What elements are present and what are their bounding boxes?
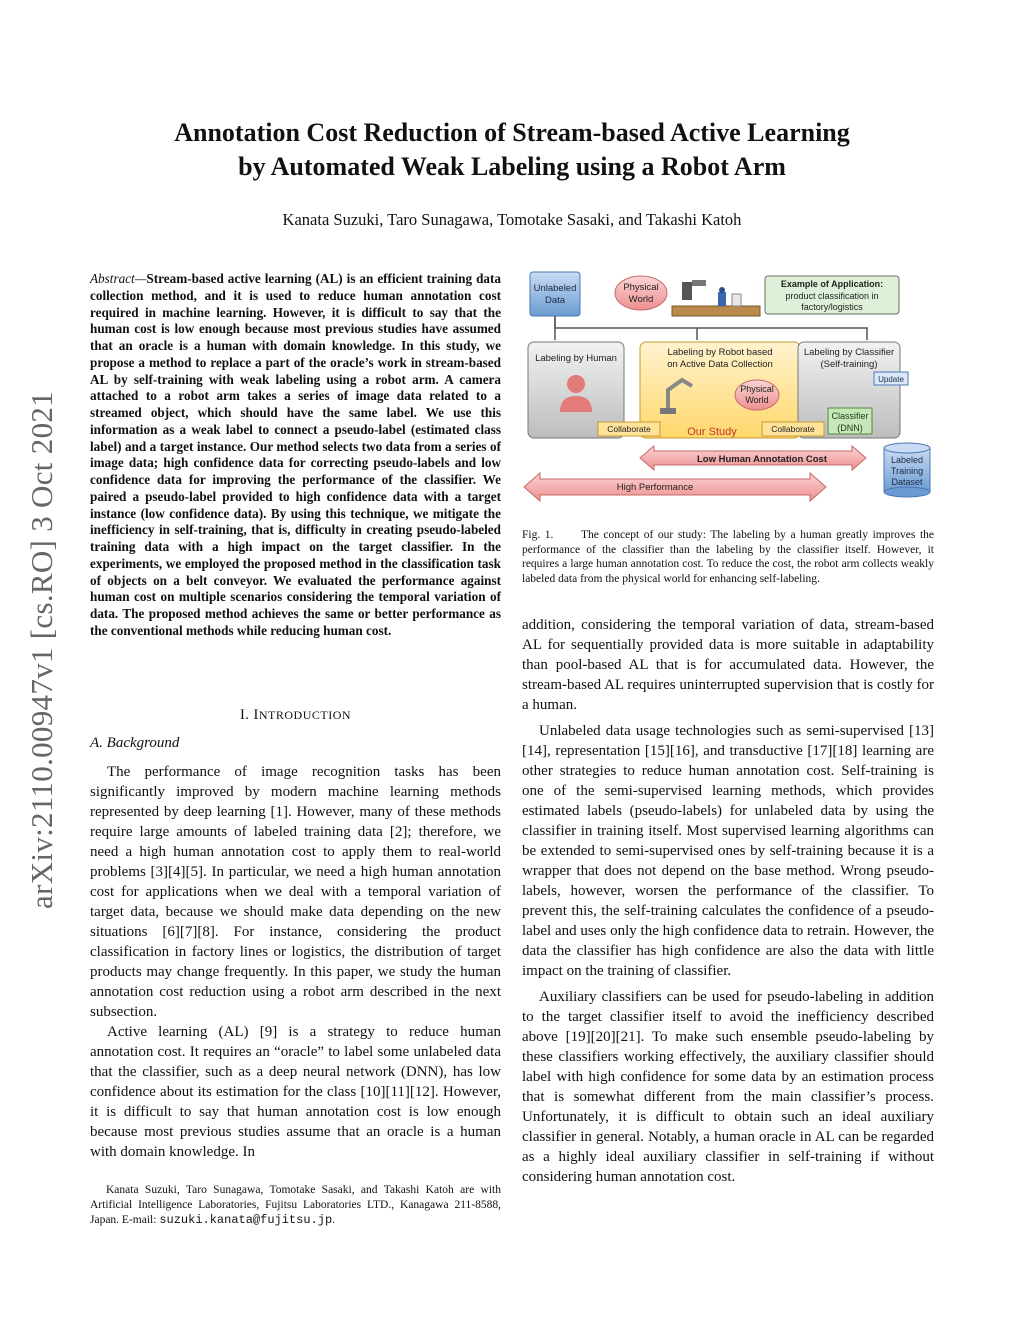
concept-figure bbox=[522, 268, 934, 514]
paper-title bbox=[100, 116, 924, 184]
section-title-rest: NTRODUCTION bbox=[258, 708, 352, 722]
paragraph: addition, considering the temporal variation of data, stream-based AL for sequentially provided data is more suitable in adaptability than pool-based AL that is for accumulated data. However, the stream-based AL requires uninterrupted supervision that is costly for a human. bbox=[522, 617, 934, 713]
footnote-period: . bbox=[332, 1214, 336, 1226]
title-line-1: Annotation Cost Reduction of Stream-based Active Learning bbox=[174, 118, 850, 147]
example-application-box bbox=[765, 276, 899, 314]
update-label: Update bbox=[878, 375, 904, 384]
arxiv-stamp bbox=[22, 365, 62, 935]
labeling-robot-label-2: on Active Data Collection bbox=[667, 359, 773, 370]
paragraph: Auxiliary classifiers can be used for pseudo-labeling in addition to the target classifier itself to avoid the inefficiency described above [19][20][21]. To make such ensemble pseudo-labeling by these classifiers working effectively, the auxiliary classifier should label with high confidence for some data by an estimation process that is somewhat different from the main classifier’s process. Unfortunately, it is difficult to obtain such an ideal auxiliary classifier in general. Notably, a human oracle in AL can be regarded as a highly ideal auxiliary classifier in self-training if without considering human annotation cost. bbox=[522, 989, 934, 1185]
labeling-classifier-label-2: (Self-training) bbox=[820, 359, 878, 370]
physical-world-cloud bbox=[615, 276, 667, 310]
section-number: I. bbox=[239, 707, 250, 723]
section-first-letter: I bbox=[253, 707, 259, 723]
dataset-label-3: Dataset bbox=[891, 477, 923, 487]
footnote-text: Kanata Suzuki, Taro Sunagawa, Tomotake Sasaki, and Takashi Katoh are with Artificial Intelligence Laboratories, Fujitsu Laboratories LTD., Kanagawa 211-8588, Japan. E-mail: bbox=[90, 1184, 501, 1226]
robot-conveyor-illustration bbox=[672, 280, 760, 316]
left-column-body bbox=[90, 762, 501, 1162]
labeling-classifier-label-1: Labeling by Classifier bbox=[803, 347, 895, 358]
labeling-robot-label-1: Labeling by Robot based bbox=[667, 347, 773, 358]
subsection-heading: A. Background bbox=[90, 735, 180, 751]
caption-text: The concept of our study: The labeling by a human greatly improves the performance of the classifier than the labeling by the classifier itself. However, it requires a large human annotation cost. To reduce the cost, the robot arm collects weakly labeled data from the physical world for enhancing self-labeling. bbox=[522, 529, 935, 585]
human-icon bbox=[567, 375, 585, 393]
physical-world-label-1: Physical bbox=[623, 282, 659, 293]
labeling-human-label: Labeling by Human bbox=[535, 353, 617, 364]
classifier-label-2: (DNN) bbox=[837, 423, 863, 433]
data-flow-line bbox=[555, 316, 867, 340]
abstract bbox=[90, 271, 501, 640]
paragraph: Unlabeled data usage technologies such as semi-supervised [13][14], representation [15][16], and transductive [17][18] learning are other strategies to reduce human annotation cost. Self-training is one of the semi-supervised learning methods, which provides estimated labels (pseudo-labels) for unlabeled data by using the classifier in training itself. Most supervised learning algorithms can be extended to semi-supervised ones by self-training because it is a wrapper that does not depend on the base method. Wrong pseudo-labels, however, worsen the performance of the classifier. To prevent this, the self-training calculates the confidence of a pseudo-label and uses only the high confidence data to retrain. However, the data the classifier has high confidence are also the data with little impact on the training of classifier. bbox=[522, 723, 934, 979]
labeled-dataset-cylinder bbox=[884, 443, 930, 497]
physical-world-label-2: World bbox=[628, 294, 654, 305]
inner-physical-world-label-1: Physical bbox=[740, 384, 774, 394]
caption-label: Fig. 1. bbox=[522, 529, 554, 541]
unlabeled-data-label-2: Data bbox=[544, 295, 566, 306]
low-cost-label: Low Human Annotation Cost bbox=[697, 454, 827, 465]
abstract-label: Abstract— bbox=[90, 271, 147, 286]
high-performance-arrow bbox=[524, 473, 826, 501]
example-line-1: product classification in bbox=[785, 291, 879, 301]
section-heading bbox=[90, 707, 501, 724]
dataset-label-2: Training bbox=[890, 466, 924, 476]
classifier-label-1: Classifier bbox=[831, 411, 869, 421]
example-title: Example of Application: bbox=[780, 279, 884, 289]
author-list: Kanata Suzuki, Taro Sunagawa, Tomotake Sasaki, and Takashi Katoh bbox=[282, 210, 742, 229]
example-line-2: factory/logistics bbox=[801, 302, 863, 312]
our-study-label: Our Study bbox=[687, 426, 737, 438]
low-cost-arrow bbox=[640, 446, 866, 470]
abstract-text: Stream-based active learning (AL) is an efficient training data collection method, and it is used to reduce human annotation cost required in machine learning. However, it is difficult to say that the human cost is low enough because most previous studies have assumed that an oracle is a human with domain knowledge. In this study, we propose a method to replace a part of the oracle’s work in stream-based AL by self-training with weak labeling using a robot arm. A camera attached to a robot arm takes a series of image data related to a streamed object, which should have the same label. We use this information as a weak label to connect a pseudo-label (estimated class label) and a target instance. Our method selects two data from a series of image data; high confidence data for correcting pseudo-labels and low confidence data for improving the performance of the classifier. We paired a pseudo-label provided to high confidence data with a target instance (low confidence data). By using this technique, we mitigate the inefficiency in self-training, that is, difficulty in creating pseudo-labeled training data with a high impact on the target classifier. In the experiments, we employed the proposed method in the classification task of objects on a belt conveyor. We evaluated the performance against human cost on multiple scenarios considering the temporal variation of data. The proposed method achieves the same or better performance as the conventional methods while reducing human cost. bbox=[90, 271, 501, 638]
unlabeled-data-label-1: Unlabeled bbox=[533, 283, 577, 294]
inner-physical-world-label-2: World bbox=[745, 395, 769, 405]
paragraph: The performance of image recognition tasks has been significantly improved by modern machine learning methods represented by deep learning [1]. However, many of these methods require large amounts of labeled training data [2]; therefore, we need a high human annotation cost to apply them to real-world problems [3][4][5]. In particular, we need a high human annotation cost for applications when we deal with a temporal variation of target data, because we should make data depending on the new situations [6][7][8]. For instance, considering the product classification in factory lines or logistics, the distribution of target products may change frequently. In this paper, we study the human annotation cost reduction using a robot arm described in the next subsection. bbox=[90, 764, 501, 1020]
paragraph: Active learning (AL) [9] is a strategy to reduce human annotation cost. It requires an “oracle” to label some unlabeled data that the classifier, such as a deep neural network (DNN), has low confidence about its estimation for the class [10][11][12]. However, it is difficult to say that human annotation cost is low enough because most previous studies assume that an oracle is a human with domain knowledge. In bbox=[90, 1024, 501, 1160]
figure-caption bbox=[522, 528, 934, 586]
unlabeled-data-box bbox=[530, 272, 580, 316]
footnote bbox=[90, 1183, 501, 1228]
dataset-label-1: Labeled bbox=[890, 455, 924, 465]
collaborate-right-label: Collaborate bbox=[771, 424, 815, 434]
collaborate-left-label: Collaborate bbox=[607, 424, 651, 434]
arxiv-id: arXiv:2110.00947v1 [cs.RO] 3 Oct 2021 bbox=[24, 391, 59, 909]
footnote-email: suzuki.kanata@fujitsu.jp bbox=[159, 1213, 333, 1227]
high-performance-label: High Performance bbox=[616, 482, 694, 493]
right-column-body bbox=[522, 615, 934, 1193]
title-line-2: by Automated Weak Labeling using a Robot Arm bbox=[238, 152, 786, 181]
